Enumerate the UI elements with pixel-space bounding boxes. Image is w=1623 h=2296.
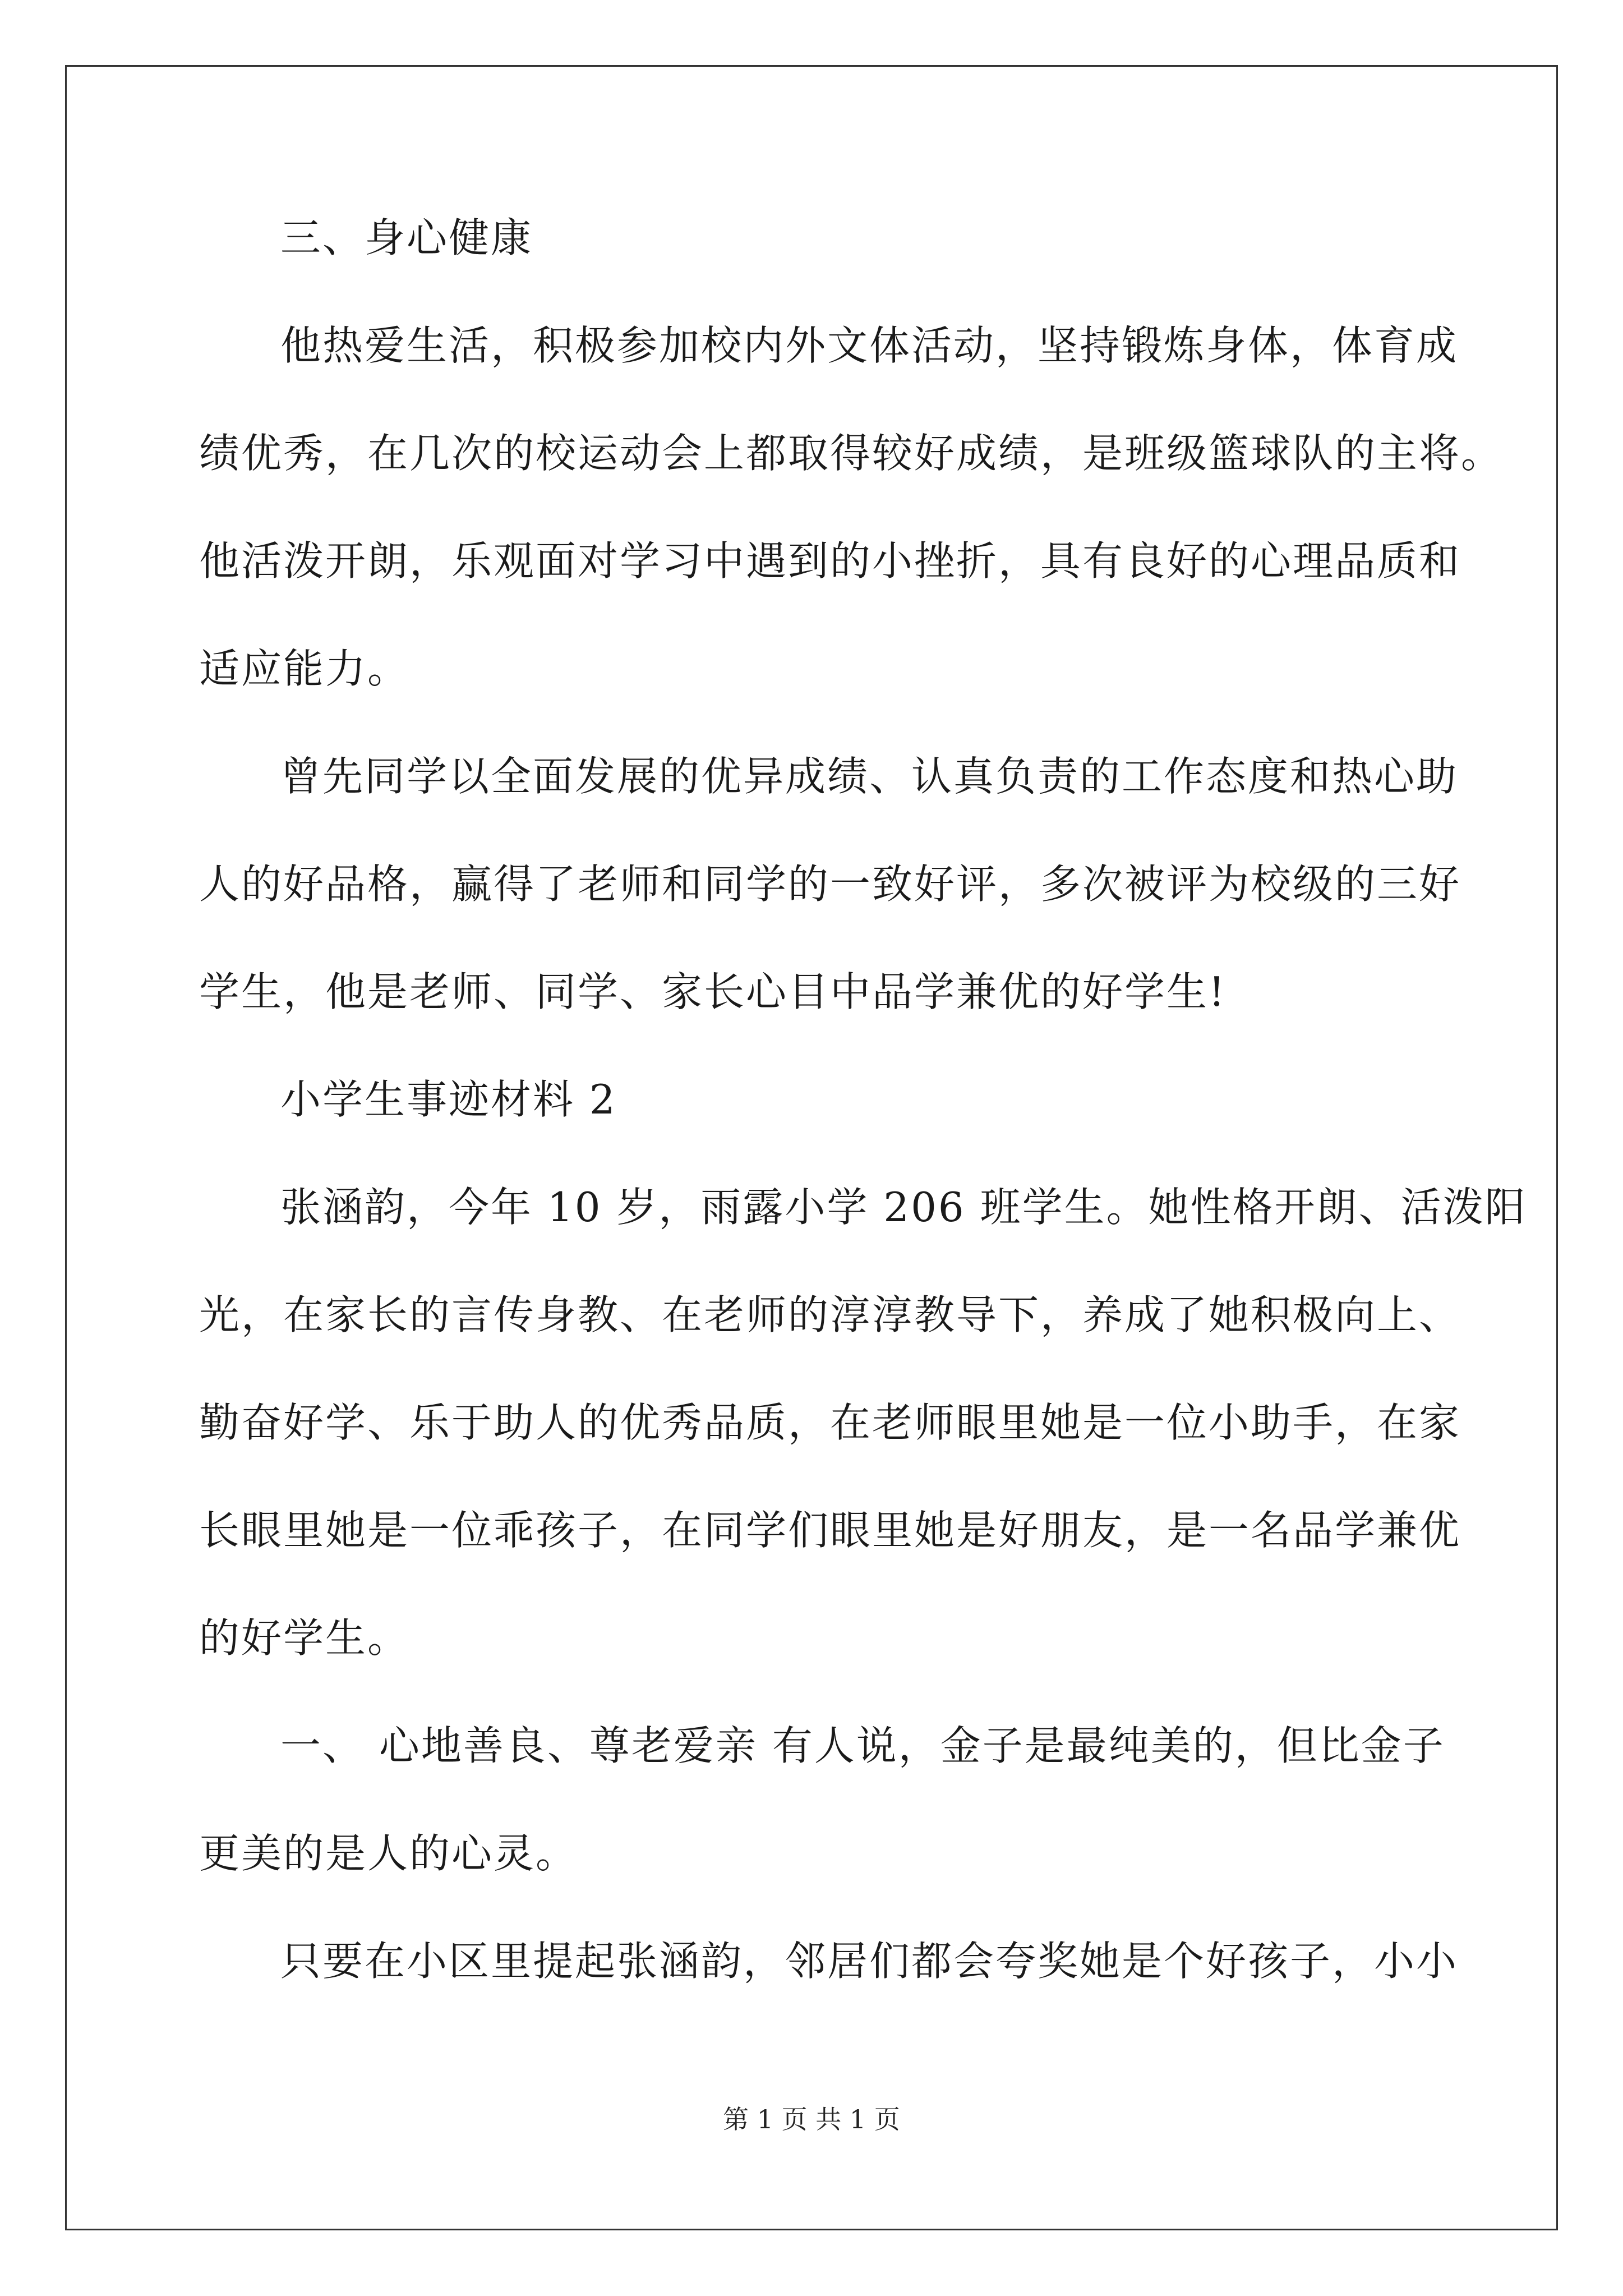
paragraph-line: 适应能力。 bbox=[199, 645, 410, 692]
paragraph-line: 一、 心地善良、尊老爱亲 有人说，金子是最纯美的，但比金子 bbox=[280, 1722, 1445, 1769]
paragraph-line: 更美的是人的心灵。 bbox=[199, 1830, 578, 1877]
paragraph-line: 学生，他是老师、同学、家长心目中品学兼优的好学生! bbox=[199, 968, 1227, 1015]
page-number-footer: 第 1 页 共 1 页 bbox=[723, 2104, 900, 2134]
paragraph-line: 的好学生。 bbox=[199, 1614, 410, 1662]
paragraph-line: 他热爱生活，积极参加校内外文体活动，坚持锻炼身体，体育成 bbox=[280, 322, 1459, 369]
section-heading: 小学生事迹材料 2 bbox=[280, 1076, 617, 1123]
paragraph-line: 绩优秀，在几次的校运动会上都取得较好成绩，是班级篮球队的主将。 bbox=[199, 430, 1504, 477]
paragraph-line: 张涵韵，今年 10 岁，雨露小学 206 班学生。她性格开朗、活泼阳 bbox=[280, 1184, 1527, 1231]
section-heading: 三、身心健康 bbox=[280, 214, 533, 261]
paragraph-line: 人的好品格，赢得了老师和同学的一致好评，多次被评为校级的三好 bbox=[199, 861, 1461, 908]
paragraph-line: 勤奋好学、乐于助人的优秀品质，在老师眼里她是一位小助手，在家 bbox=[199, 1399, 1461, 1446]
page-border bbox=[65, 65, 1558, 2230]
paragraph-line: 长眼里她是一位乖孩子，在同学们眼里她是好朋友，是一名品学兼优 bbox=[199, 1507, 1461, 1554]
paragraph-line: 他活泼开朗，乐观面对学习中遇到的小挫折，具有良好的心理品质和 bbox=[199, 537, 1461, 585]
paragraph-line: 光，在家长的言传身教、在老师的淳淳教导下，养成了她积极向上、 bbox=[199, 1291, 1461, 1338]
paragraph-line: 只要在小区里提起张涵韵，邻居们都会夸奖她是个好孩子，小小 bbox=[280, 1938, 1459, 1985]
paragraph-line: 曾先同学以全面发展的优异成绩、认真负责的工作态度和热心助 bbox=[280, 753, 1459, 800]
